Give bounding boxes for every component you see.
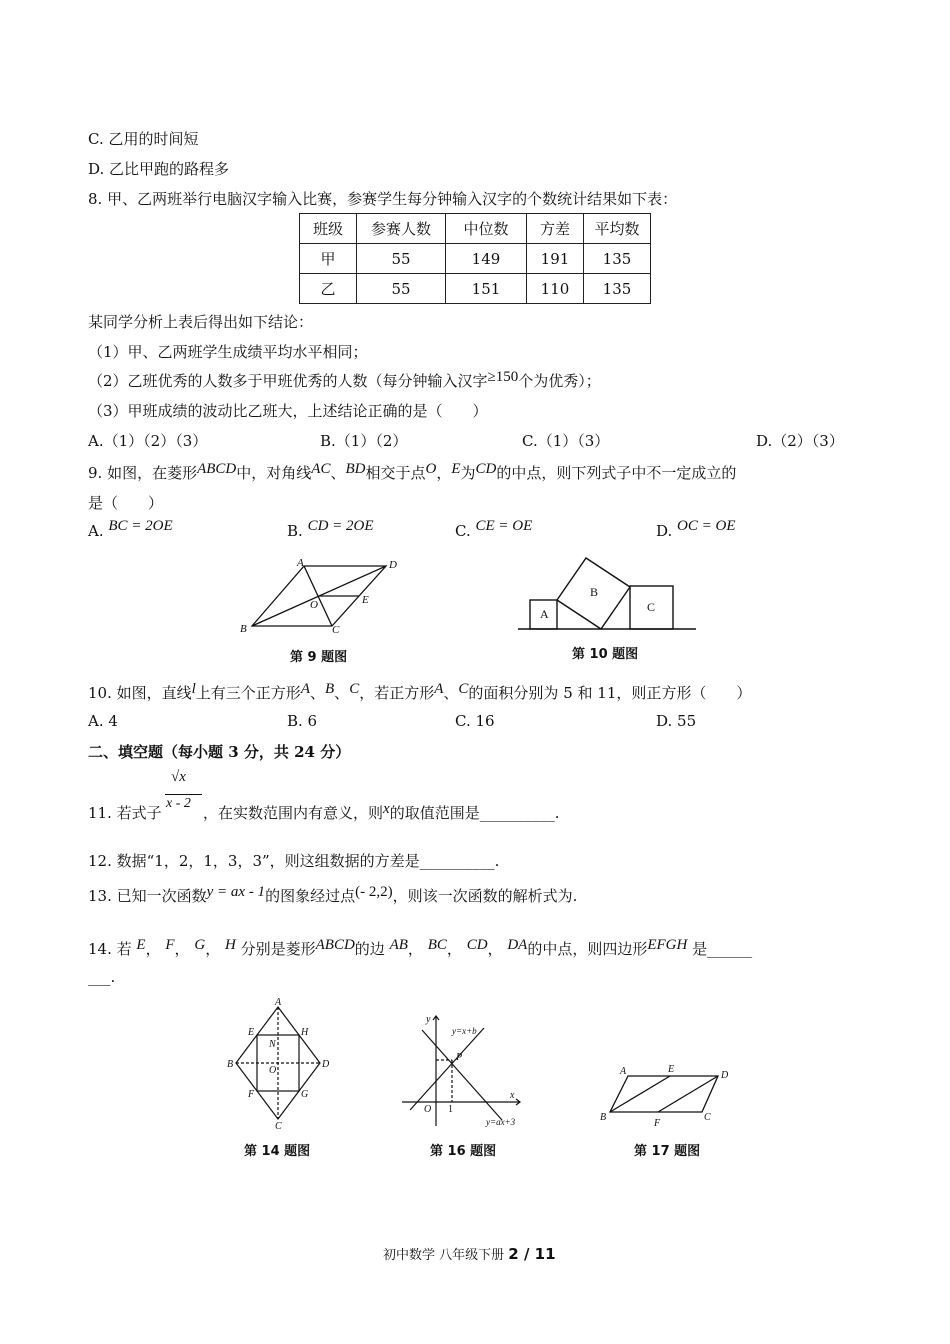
q9-math-bd: BD [345, 461, 366, 477]
q9-text: 相交于点 [365, 464, 426, 482]
fig14-label-h: H [301, 1027, 309, 1038]
q10-math-c2: C [458, 681, 469, 697]
q14-math-e: E [136, 937, 146, 953]
table-row [300, 274, 651, 304]
q10-text: 、 [334, 684, 350, 702]
figure-14-caption: 第 14 题图 [244, 1144, 311, 1159]
q14-text: ， [145, 940, 161, 958]
option-label: D. [656, 522, 673, 540]
q8-conclusion-3: （3）甲班成绩的波动比乙班大，上述结论正确的是（ ） [88, 402, 488, 420]
fig16-label-o: O [424, 1104, 432, 1115]
fig16-label-one: 1 [448, 1104, 453, 1115]
table-header-cell: 平均数 [584, 214, 651, 244]
fig17-label-a: A [620, 1066, 627, 1077]
q14-math-f: F [165, 937, 175, 953]
figure-17-parallelogram [596, 1060, 736, 1130]
q11-pre: 11. 若式子 [88, 804, 162, 822]
fig14-label-n: N [269, 1039, 276, 1050]
q11-text: 的取值范围是__________. [389, 804, 560, 822]
q14-math-abcd: ABCD [315, 937, 355, 953]
q9-text: 9. 如图，在菱形 [88, 464, 198, 482]
q11-text: ，在实数范围内有意义，则 [203, 804, 384, 822]
fig10-label-a: A [540, 607, 549, 621]
fig9-label-c: C [332, 624, 340, 636]
q11-math-x: x [383, 801, 390, 817]
q9-option-c [455, 518, 533, 541]
q8-conclusion-1: （1）甲、乙两班学生成绩平均水平相同； [88, 343, 368, 361]
q14-math-h: H [224, 937, 236, 953]
fig9-label-b: B [240, 623, 247, 635]
q14-text: 的边 [354, 940, 385, 958]
q9-stem-line1 [88, 462, 736, 483]
q13-math-point: (- 2,2) [355, 884, 393, 900]
table-cell: 135 [584, 244, 651, 274]
q9-option-b [287, 518, 374, 541]
figure-17-caption: 第 17 题图 [634, 1144, 701, 1159]
figure-10-squares [514, 552, 699, 634]
q11-denominator: x - 2 [166, 796, 191, 811]
table-cell: 191 [527, 244, 584, 274]
fig14-label-b: B [227, 1059, 234, 1070]
fig10-label-c: C [647, 600, 656, 614]
section-2-title: 二、填空题（每小题 3 分，共 24 分） [88, 743, 351, 761]
option-label: A. [88, 522, 104, 540]
q14-text: ， [487, 940, 503, 958]
q10-text: 、 [443, 684, 459, 702]
fig14-label-g: G [301, 1089, 309, 1100]
footer-slash: / [518, 1245, 535, 1263]
option-math: OC = OE [677, 518, 736, 534]
fig9-label-o: O [310, 599, 318, 611]
q8-table [299, 213, 651, 304]
q13-text: 的图象经过点 [265, 887, 356, 905]
figure-9-caption: 第 9 题图 [290, 650, 348, 665]
table-header-row [300, 214, 651, 244]
q10-text: 的面积分别为 5 和 11，则正方形（ ） [468, 684, 752, 702]
table-header-cell: 方差 [527, 214, 584, 244]
table-cell: 151 [446, 274, 527, 304]
q9-math-cd: CD [475, 461, 497, 477]
q10-math-b: B [325, 681, 335, 697]
figure-16-graph [396, 1010, 530, 1130]
q8-option-b: B.（1）（2） [320, 432, 408, 450]
fig16-label-x: x [510, 1090, 515, 1101]
q9-text: 中，对角线 [236, 464, 312, 482]
q10-math-c: C [349, 681, 360, 697]
q14-math-da: DA [507, 937, 528, 953]
q14-text: 分别是菱形 [240, 940, 316, 958]
fig14-label-c: C [275, 1121, 282, 1130]
q8-c2-text: （2）乙班优秀的人数多于甲班优秀的人数（每分钟输入汉字 [88, 372, 488, 390]
q10-option-c: C. 16 [455, 712, 495, 730]
fig17-label-c: C [704, 1112, 711, 1123]
fig14-label-e: E [248, 1027, 255, 1038]
footer-page-number: 2 [508, 1245, 519, 1263]
q10-math-l: l [191, 681, 196, 697]
q8-option-c: C.（1）（3） [522, 432, 610, 450]
table-cell: 149 [446, 244, 527, 274]
q8-c2-text-end: 个为优秀）； [518, 372, 601, 390]
fig14-label-d: D [322, 1059, 330, 1070]
q14-text: ， [174, 940, 190, 958]
q8-stem: 8. 甲、乙两班举行电脑汉字输入比赛，参赛学生每分钟输入汉字的个数统计结果如下表： [88, 190, 678, 208]
q10-text: ，若正方形 [359, 684, 435, 702]
q14-text: ， [407, 940, 423, 958]
option-math: CE = OE [475, 518, 533, 534]
q10-stem [88, 682, 751, 703]
q13-stem [88, 885, 577, 906]
q14-math-ab: AB [389, 937, 408, 953]
fig17-label-b: B [600, 1112, 607, 1123]
fig14-label-a: A [275, 997, 282, 1008]
q8-option-d: D.（2）（3） [756, 432, 844, 450]
table-header-cell: 班级 [300, 214, 357, 244]
q9-math-o: O [425, 461, 437, 477]
q10-math-a: A [300, 681, 310, 697]
q9-math-ac: AC [311, 461, 331, 477]
q7-option-c: C. 乙用的时间短 [88, 130, 199, 148]
option-label: B. [287, 522, 303, 540]
q9-option-a [88, 518, 173, 541]
q14-text: ， [446, 940, 462, 958]
q8-c2-math: ≥150 [487, 369, 519, 385]
fig9-label-a: A [297, 557, 304, 569]
q10-text: 、 [309, 684, 325, 702]
q14-math-bc: BC [427, 937, 447, 953]
q9-text: 的中点，则下列式子中不一定成立的 [496, 464, 737, 482]
q14-text: ， [205, 940, 221, 958]
q14-math-cd: CD [466, 937, 488, 953]
q14-math-efgh: EFGH [647, 937, 688, 953]
table-row [300, 244, 651, 274]
fig16-label-line1: y=x+b [452, 1026, 477, 1036]
q9-text: 、 [330, 464, 346, 482]
fig17-label-e: E [668, 1064, 675, 1075]
footer-title: 初中数学 八年级下册 [383, 1248, 505, 1263]
fig17-label-f: F [654, 1118, 661, 1129]
fig9-label-d: D [389, 559, 397, 571]
q12-stem: 12. 数据“1，2，1，3，3”，则这组数据的方差是__________. [88, 852, 500, 870]
option-math: BC = 2OE [108, 518, 173, 534]
q7-option-d: D. 乙比甲跑的路程多 [88, 160, 230, 178]
q13-math-func: y = ax - 1 [206, 884, 266, 900]
option-label: C. [455, 522, 471, 540]
table-cell: 55 [357, 244, 446, 274]
fig14-label-f: F [248, 1089, 255, 1100]
q14-text: 是______ [692, 940, 753, 958]
q10-text: 上有三个正方形 [195, 684, 301, 702]
q13-text: 13. 已知一次函数 [88, 887, 207, 905]
fig9-label-e: E [362, 594, 369, 606]
fig16-label-y: y [426, 1014, 431, 1025]
q8-option-a: A.（1）（2）（3） [88, 432, 208, 450]
fig14-label-o: O [269, 1065, 277, 1076]
table-cell: 135 [584, 274, 651, 304]
table-cell: 乙 [300, 274, 357, 304]
q10-option-a: A. 4 [88, 712, 118, 730]
q9-math-e: E [451, 461, 461, 477]
q9-stem-line2: 是（ ） [88, 494, 164, 512]
q11-fraction-bar [165, 794, 202, 795]
q10-option-d: D. 55 [656, 712, 697, 730]
q9-text: ， [436, 464, 452, 482]
footer-page-total: 11 [534, 1245, 556, 1263]
fig17-label-d: D [721, 1070, 729, 1081]
fig10-label-b: B [590, 585, 599, 599]
q9-text: 为 [460, 464, 476, 482]
q10-text: 10. 如图，直线 [88, 684, 192, 702]
q11-numerator: √x [171, 769, 186, 785]
table-cell: 110 [527, 274, 584, 304]
q9-math-abcd: ABCD [197, 461, 237, 477]
q13-text: ，则该一次函数的解析式为. [392, 887, 578, 905]
figure-9-rhombus [236, 556, 406, 636]
figure-14-rhombus [224, 995, 334, 1130]
option-math: CD = 2OE [307, 518, 374, 534]
table-header-cell: 参赛人数 [357, 214, 446, 244]
q14-math-g: G [194, 937, 206, 953]
q8-conclusion-2 [88, 370, 601, 391]
q10-math-a2: A [434, 681, 444, 697]
figure-16-caption: 第 16 题图 [430, 1144, 497, 1159]
q11-post [203, 802, 559, 823]
q8-analysis: 某同学分析上表后得出如下结论： [88, 313, 314, 331]
fig16-label-line2: y=ax+3 [486, 1117, 516, 1127]
q10-option-b: B. 6 [287, 712, 318, 730]
table-cell: 甲 [300, 244, 357, 274]
table-header-cell: 中位数 [446, 214, 527, 244]
table-cell: 55 [357, 274, 446, 304]
q14-text: 的中点，则四边形 [527, 940, 648, 958]
figure-10-caption: 第 10 题图 [572, 647, 639, 662]
q14-stem-line2: ___. [88, 968, 116, 986]
page-footer [383, 1244, 556, 1263]
q9-option-d [656, 518, 736, 541]
fig16-label-p: P [456, 1052, 463, 1063]
q14-text: 14. 若 [88, 940, 132, 958]
q14-stem-line1 [88, 938, 752, 959]
